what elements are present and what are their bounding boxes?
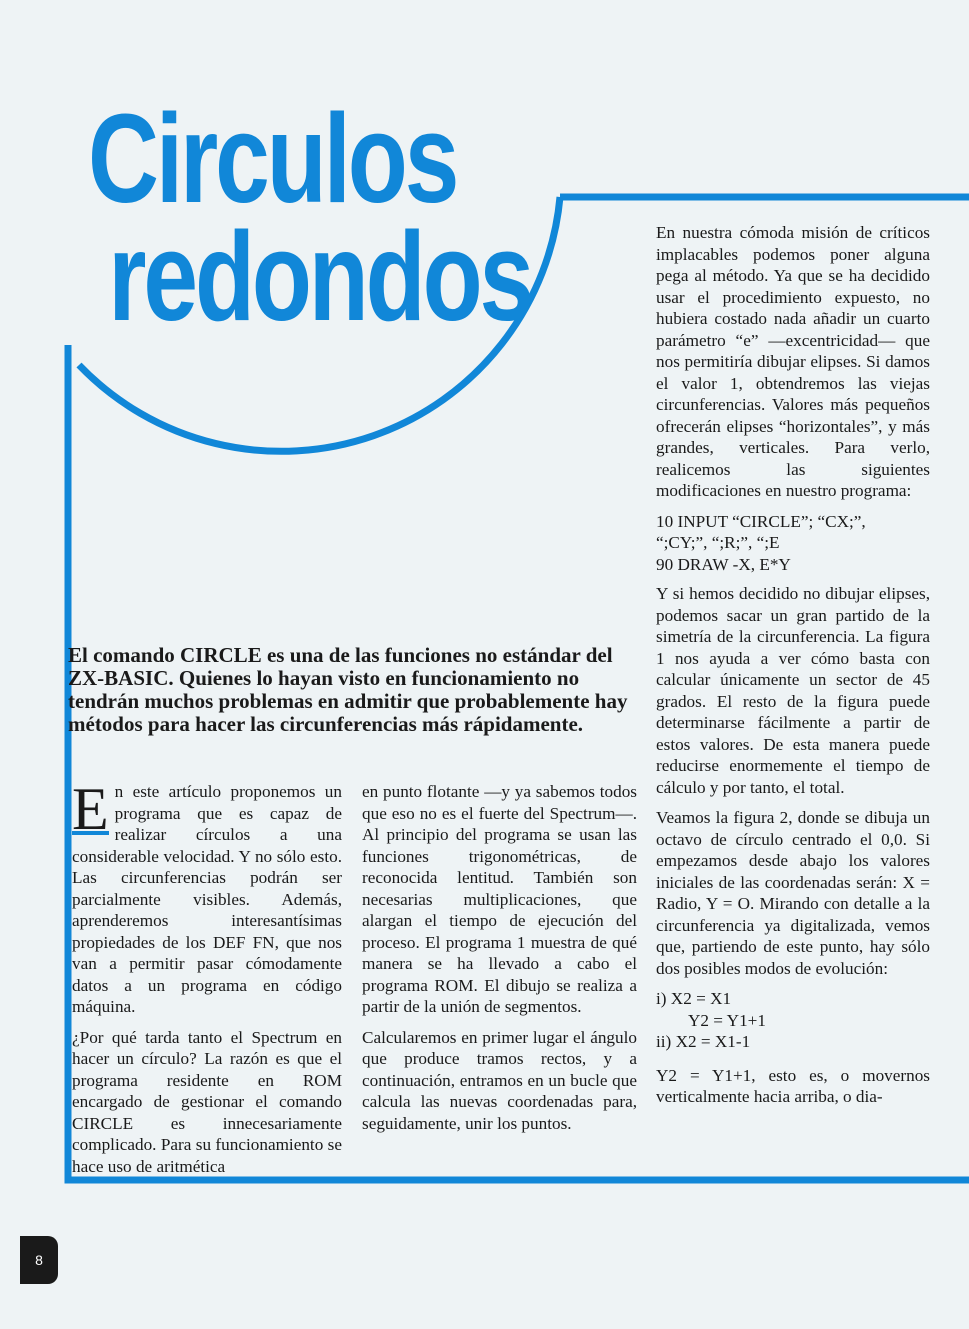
column-3 xyxy=(656,222,930,1117)
paragraph-text: n este artículo proponemos un programa que es capaz de realizar círculos a una considerable velocidad. Y no sólo esto. Las circunferencias podrán ser parcialmente visibles. Además, aprenderemos interesantísimas propiedades de los DEF FN, que nos van a permitir pasar cómodamente datos a un programa en código máquina. xyxy=(72,782,342,1016)
column-2 xyxy=(362,781,637,1143)
code-line: “;CY;”, “;R;”, “;E xyxy=(656,533,780,552)
paragraph: en punto flotante —y ya sabemos todos que eso no es el fuerte del Spectrum—. Al principio del programa se usan las funciones trigonométricas, de reconocida lentitud. También son necesarias multiplicaciones, que alargan el tiempo de ejecución del proceso. El programa 1 muestra de qué manera se ha llevado a cabo el programa ROM. El dibujo se realiza a partir de la unión de segmentos. xyxy=(362,782,637,1016)
column-1 xyxy=(72,776,342,1186)
paragraph: Y2 = Y1+1, esto es, o movernos verticalmente hacia arriba, o dia- xyxy=(656,1065,930,1106)
paragraph xyxy=(72,776,342,1018)
paragraph: Calcularemos en primer lugar el ángulo que produce tramos rectos, y a continuación, entramos en un bucle que calcula las nuevas coordenadas para, seguidamente, unir los puntos. xyxy=(362,1027,637,1133)
lead-paragraph: El comando CIRCLE es una de las funciones no estándar del ZX-BASIC. Quienes lo hayan visto en funcionamiento no tendrán muchos problemas en admitir que probablemente hay métodos para hacer las circunferencias más rápidamente. xyxy=(68,643,628,736)
title-line-1: Circulos xyxy=(88,88,457,229)
paragraph: Y si hemos decidido no dibujar elipses, podemos sacar un gran partido de la simetría de la circunferencia. La figura 1 nos ayuda a ver cómo basta con calcular únicamente un sector de 45 grados. El resto de la figura puede determinarse fácilmente a partir de estos valores. De esta manera puede reducirse enormemente el tiempo de cálculo y por tanto, el total. xyxy=(656,584,930,797)
formula-line: Y2 = Y1+1 xyxy=(688,1010,766,1030)
code-listing xyxy=(656,511,930,576)
formula-line: ii) X2 = X1-1 xyxy=(656,1032,751,1051)
paragraph: En nuestra cómoda misión de críticos implacables podemos poner alguna pega al método. Ya que se ha decidido usar el procedimiento expuesto, no hubiera costado nada añadir un cuarto parámetro “e” —excentricidad— que nos permitiría dibujar elipses. Si damos el valor 1, obtendremos las viejas circunferencias. Valores más pequeños ofrecerán elipses “horizontales”, y más grandes, verticales. Para verlo, realicemos las siguientes modificaciones en nuestro programa: xyxy=(656,223,930,500)
drop-cap: E xyxy=(72,776,109,842)
formula-line: i) X2 = X1 xyxy=(656,989,732,1008)
paragraph: ¿Por qué tarda tanto el Spectrum en hacer un círculo? La razón es que el programa residente en ROM encargado de gestionar el comando CIRCLE es innecesariamente complicado. Para su funcionamiento se hace uso de aritmética xyxy=(72,1027,342,1176)
paragraph: Veamos la figura 2, donde se dibuja un octavo de círculo centrado el 0,0. Si empezamos desde abajo los valores iniciales de las coordenadas serán: X = Radio, Y = O. Mirando con detalle a la circunferencia ya digitalizada, vemos que, partiendo de este punto, hay sólo dos posibles modos de evolución: xyxy=(656,808,930,978)
page-number: 8 xyxy=(20,1236,58,1284)
article-title xyxy=(88,88,532,347)
code-line: 90 DRAW -X, E*Y xyxy=(656,554,791,574)
formula-block xyxy=(656,988,930,1053)
code-line: 10 INPUT “CIRCLE”; “CX;”, xyxy=(656,511,866,531)
title-line-2: redondos xyxy=(108,206,532,347)
